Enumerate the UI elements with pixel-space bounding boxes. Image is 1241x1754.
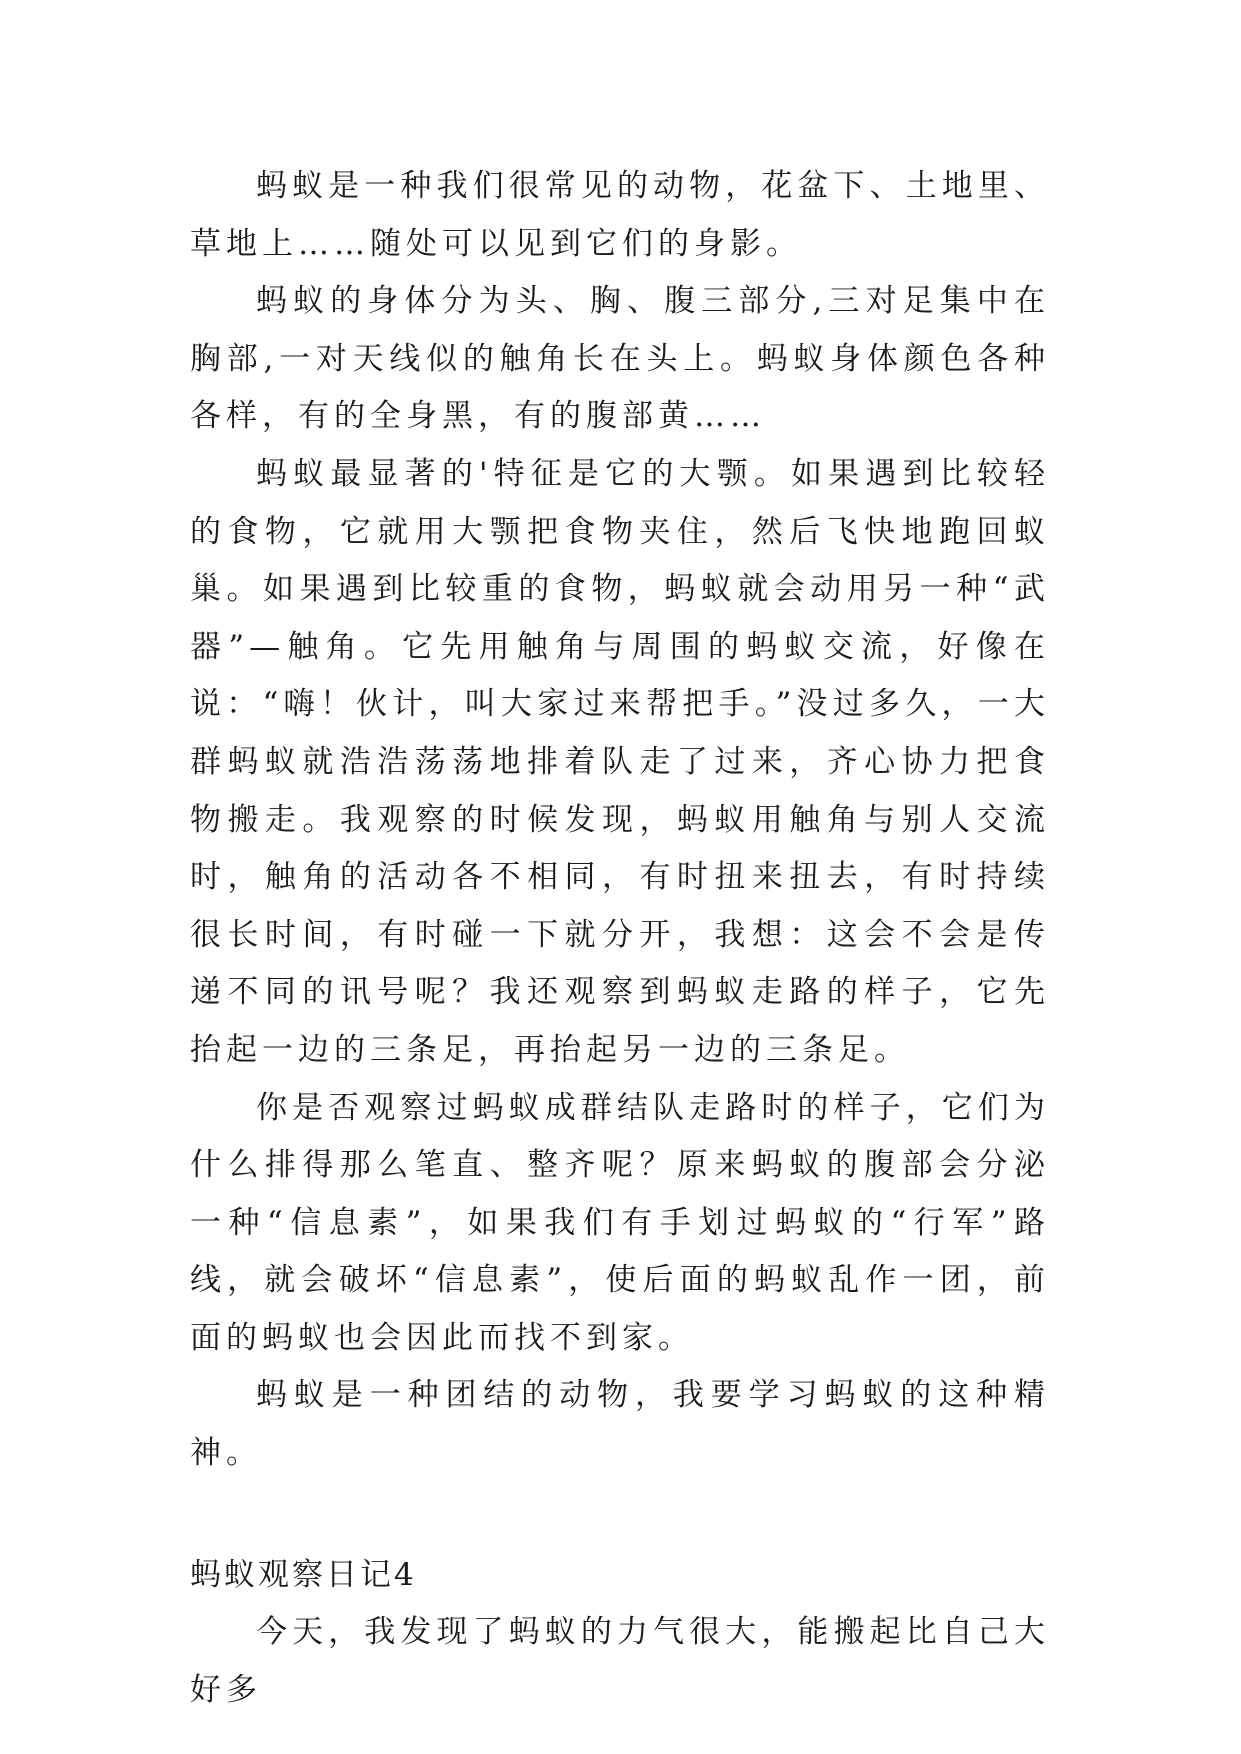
paragraph: 蚂蚁是一种我们很常见的动物，花盆下、土地里、草地上……随处可以见到它们的身影。 [190, 168, 1050, 262]
section-heading: 蚂蚁观察日记4 [190, 1556, 417, 1593]
paragraph: 蚂蚁最显著的'特征是它的大颚。如果遇到比较轻的食物，它就用大颚把食物夹住，然后飞快地跑回蚁巢。如果遇到比较重的食物，蚂蚁就会动用另一种“武器”—触角。它先用触角与周围的蚂蚁交流，好像在说：“嗨！伙计，叫大家过来帮把手。”没过多久，一大群蚂蚁就浩浩荡荡地排着队走了过来，齐心协力把食物搬走。我观察的时候发现，蚂蚁用触角与别人交流时，触角的活动各不相同，有时扭来扭去，有时持续很长时间，有时碰一下就分开，我想：这会不会是传递不同的讯号呢？我还观察到蚂蚁走路的样子，它先抬起一边的三条足，再抬起另一边的三条足。 [190, 455, 1050, 1068]
paragraph: 今天，我发现了蚂蚁的力气很大，能搬起比自己大好多 [190, 1614, 1050, 1708]
paragraph: 蚂蚁的身体分为头、胸、腹三部分,三对足集中在胸部,一对天线似的触角长在头上。蚂蚁身体颜色各种各样，有的全身黑，有的腹部黄…… [190, 283, 1050, 435]
paragraph: 蚂蚁是一种团结的动物，我要学习蚂蚁的这种精神。 [190, 1377, 1050, 1472]
paragraph: 你是否观察过蚂蚁成群结队走路时的样子，它们为什么排得那么笔直、整齐呢？原来蚂蚁的腹部会分泌一种“信息素”，如果我们有手划过蚂蚁的“行军”路线，就会破坏“信息素”，使后面的蚂蚁乱作一团，前面的蚂蚁也会因此而找不到家。 [190, 1089, 1050, 1356]
document-page [190, 158, 1050, 1719]
